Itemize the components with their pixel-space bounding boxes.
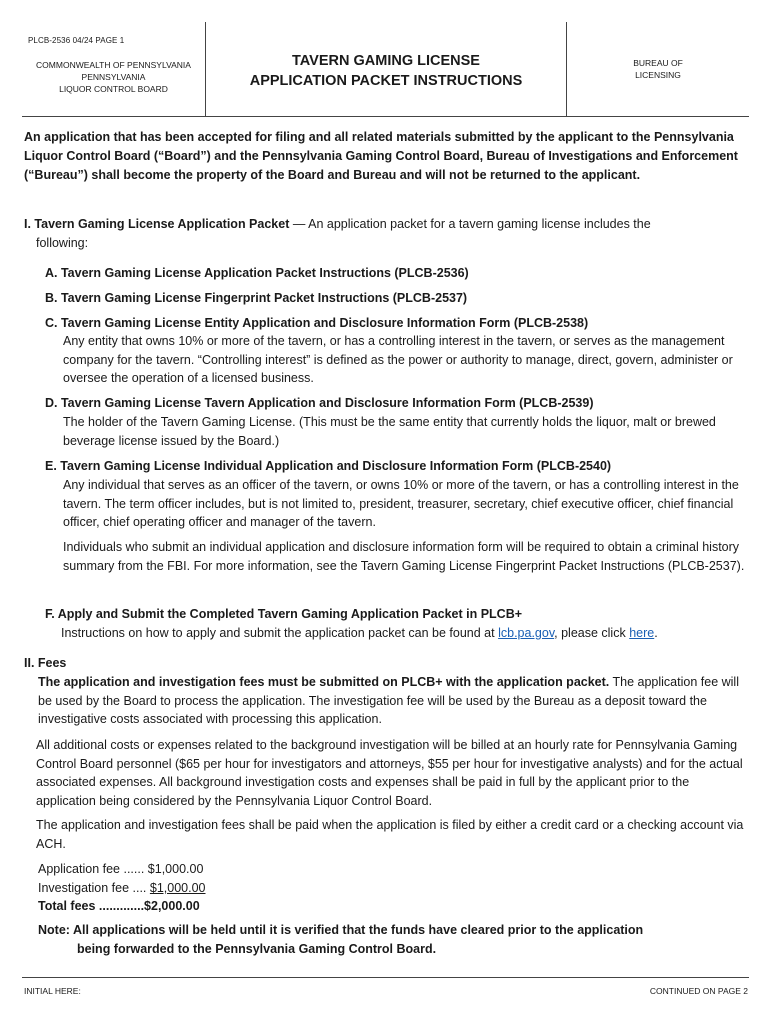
item-f: F. Apply and Submit the Completed Tavern Gaming Application Packet in PLCB+ [45,607,523,621]
title-line-2: APPLICATION PACKET INSTRUCTIONS [249,73,523,89]
here-link[interactable]: here [629,626,655,640]
item-c-description: Any entity that owns 10% or more of the tavern, or has a controlling interest in the tavern, or serves as the management company for the tavern. “Controlling interest” is defined as the power or authority to manage, direct, govern, administer or oversee the operation of a licensed business. [63,334,733,385]
initial-here-label: INITIAL HERE: [24,986,81,996]
total-fees-row [38,897,338,916]
fees-paragraph-1-bold: The application and investigation fees must be submitted on PLCB+ with the application packet. [38,675,610,689]
item-f-text-pre: Instructions on how to apply and submit the application packet can be found at [61,626,499,640]
section-1-text: — An application packet for a tavern gaming license includes the [289,217,651,231]
total-fees-value: $2,000.00 [144,899,200,913]
investigation-fee-row [38,879,338,898]
bureau-line-1: BUREAU OF [633,58,683,68]
note-paragraph [38,921,746,958]
bureau-line-2: LICENSING [635,70,681,80]
investigation-fee-label: Investigation fee .... [38,881,147,895]
item-f-description [61,624,745,643]
section-1-text-cont: following: [36,235,89,250]
agency-line-1: COMMONWEALTH OF PENNSYLVANIA [36,60,191,70]
item-f-text-mid: , please click [554,626,630,640]
item-d: D. Tavern Gaming License Tavern Application and Disclosure Information Form (PLCB-2539) [45,396,594,410]
form-id: PLCB-2536 04/24 PAGE 1 [28,36,125,45]
section-2-heading: II. Fees [24,656,67,670]
agency-line-3: LIQUOR CONTROL BOARD [59,84,168,94]
total-fees-label: Total fees ............. [38,899,145,913]
item-c: C. Tavern Gaming License Entity Application and Disclosure Information Form (PLCB-2538) [45,316,589,330]
item-e-description-2: Individuals who submit an individual application and disclosure information form will be required to obtain a criminal history summary from the FBI. For more information, see the Tavern Gaming License Fingerprint Packet Instructions (PLCB-2537). [63,540,745,573]
item-e: E. Tavern Gaming License Individual Application and Disclosure Information Form (PLCB-2540) [45,459,612,473]
investigation-fee-value: $1,000.00 [149,881,206,895]
continued-label: CONTINUED ON PAGE 2 [649,986,748,996]
section-1-intro [24,215,746,252]
page-title [206,51,566,91]
item-a: A. Tavern Gaming License Application Packet Instructions (PLCB-2536) [45,266,469,280]
intro-paragraph: An application that has been accepted for filing and all related materials submitted by the applicant to the Pennsylvania Liquor Control Board (“Board”) and the Pennsylvania Gaming Control Board, Bureau of Investigations and Enforcement (“Bureau”) shall become the property of the Board and Bureau and will not be returned to the applicant. [24,130,738,182]
agency-name [22,59,205,95]
form-header [22,22,749,117]
note-line-2: being forwarded to the Pennsylvania Gaming Control Board. [77,941,437,956]
bureau-name [567,57,749,81]
fees-paragraph-1-rest: The application fee will be used by the Board to process the application. The investigation fee will be used by the Bureau as a deposit toward the investigative costs associated with processing this application. [38,675,739,726]
item-b: B. Tavern Gaming License Fingerprint Packet Instructions (PLCB-2537) [45,291,468,305]
fees-paragraph-1 [38,673,746,729]
fees-paragraph-3: The application and investigation fees shall be paid when the application is filed by either a credit card or a checking account via ACH. [36,818,744,851]
item-d-description: The holder of the Tavern Gaming License. (This must be the same entity that currently holds the liquor, malt or brewed beverage license issued by the Board.) [63,415,716,448]
agency-line-2: PENNSYLVANIA [81,72,146,82]
note-line-1: Note: All applications will be held until it is verified that the funds have cleared prior to the application [38,923,644,937]
application-fee-label: Application fee ...... [38,862,145,876]
title-line-1: TAVERN GAMING LICENSE [292,53,480,69]
application-fee-row [38,860,338,879]
footer-divider [22,977,749,978]
item-f-text-end: . [654,626,658,640]
application-fee-value: $1,000.00 [147,862,204,876]
lcb-website-link[interactable]: lcb.pa.gov [498,626,555,640]
fees-paragraph-2: All additional costs or expenses related to the background investigation will be billed at an hourly rate for Pennsylvania Gaming Control Board personnel ($65 per hour for investigators and attorneys, $55 per hour for investigative analysts) and for the actual associated expenses. All background investigation costs and expenses shall be paid in full by the applicant prior to the application being considered by the Pennsylvania Liquor Control Board. [36,738,743,808]
item-e-description: Any individual that serves as an officer of the tavern, or owns 10% or more of the tavern, or has a controlling interest in the tavern. The term officer includes, but is not limited to, president, treasurer, secretary, chief executive officer, chief financial officer, chief operating officer and manager of the tavern. [63,478,739,529]
section-1-heading: I. Tavern Gaming License Application Packet [24,217,290,231]
